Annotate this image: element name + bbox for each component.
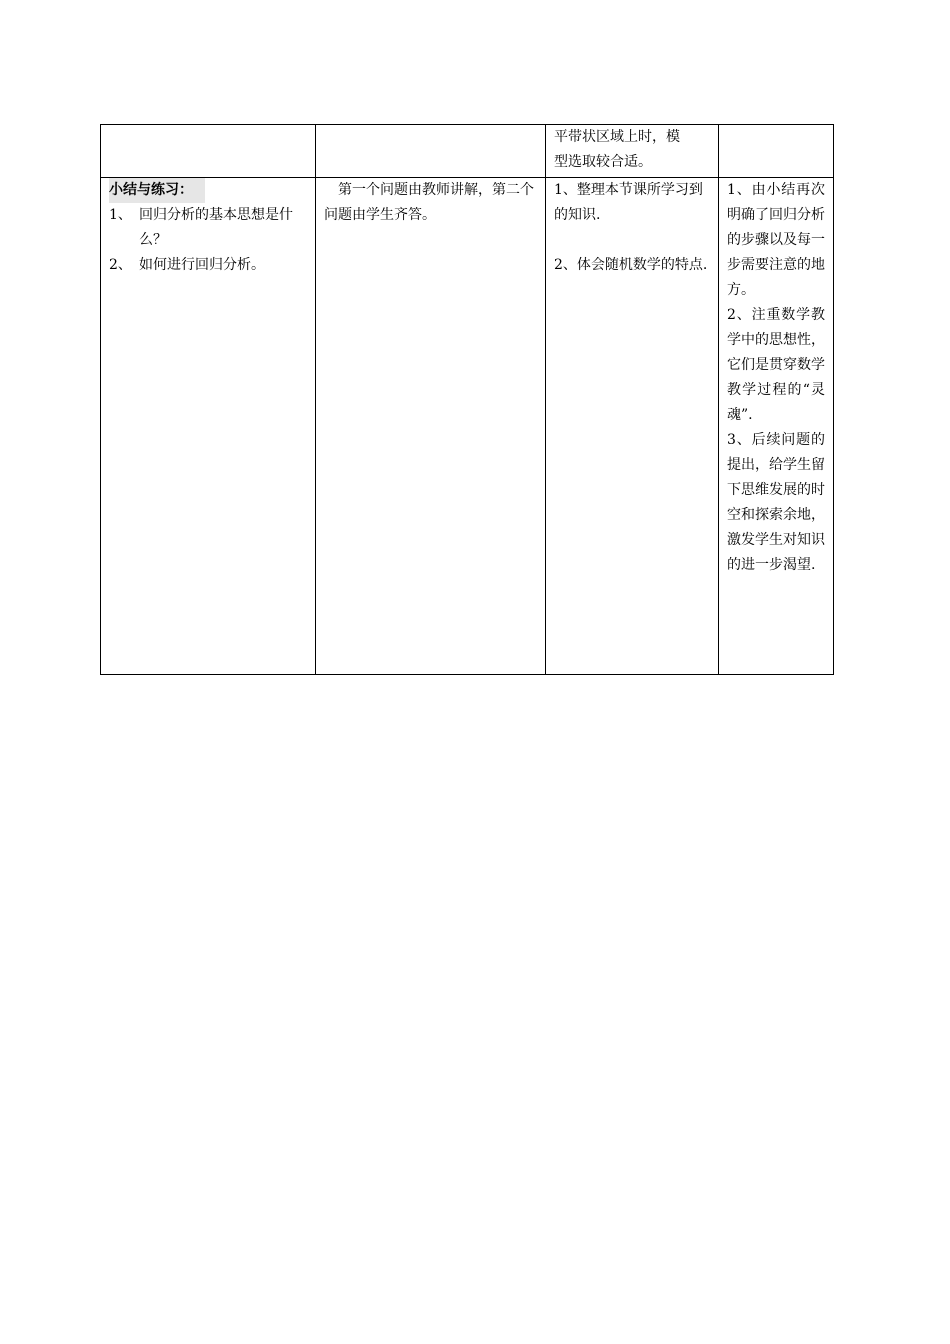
design-intent-item-1: 1、由小结再次明确了回归分析的步骤以及每一步需要注意的地方。	[727, 182, 825, 298]
spacer	[554, 228, 710, 253]
list-item-text: 如何进行回归分析。	[139, 257, 265, 273]
table-cell-model-note	[546, 125, 719, 178]
table-cell-teacher-activity	[316, 178, 546, 675]
list-item-text: 回归分析的基本思想是什么？	[139, 207, 293, 248]
table-row	[101, 125, 834, 178]
list-item-number: 1、	[109, 207, 132, 223]
model-note-line-1: 平带状区域上时，模	[554, 129, 680, 145]
table-cell-empty	[719, 125, 834, 178]
table-cell-design-intent	[719, 178, 834, 675]
design-intent-item-3: 3、后续问题的提出，给学生留下思维发展的时空和探索余地，激发学生对知识的进一步渴望.	[727, 432, 825, 573]
summary-heading: 小结与练习：	[109, 178, 205, 203]
list-item	[109, 253, 307, 278]
teacher-activity-text: 第一个问题由教师讲解，第二个问题由学生齐答。	[324, 182, 534, 223]
design-intent-item-2: 2、注重数学教学中的思想性，它们是贯穿数学教学过程的“灵魂”.	[727, 307, 825, 423]
student-activity-item-1: 1、整理本节课所学习到的知识.	[554, 182, 703, 223]
table-cell-summary	[101, 178, 316, 675]
student-activity-item-2: 2、体会随机数学的特点.	[554, 257, 708, 273]
table-cell-student-activity	[546, 178, 719, 675]
model-note-line-2: 型选取较合适。	[554, 154, 652, 170]
lesson-plan-table	[100, 124, 834, 675]
table-cell-empty	[101, 125, 316, 178]
list-item	[109, 203, 307, 253]
table-row	[101, 178, 834, 675]
table-cell-empty	[316, 125, 546, 178]
list-item-number: 2、	[109, 257, 132, 273]
